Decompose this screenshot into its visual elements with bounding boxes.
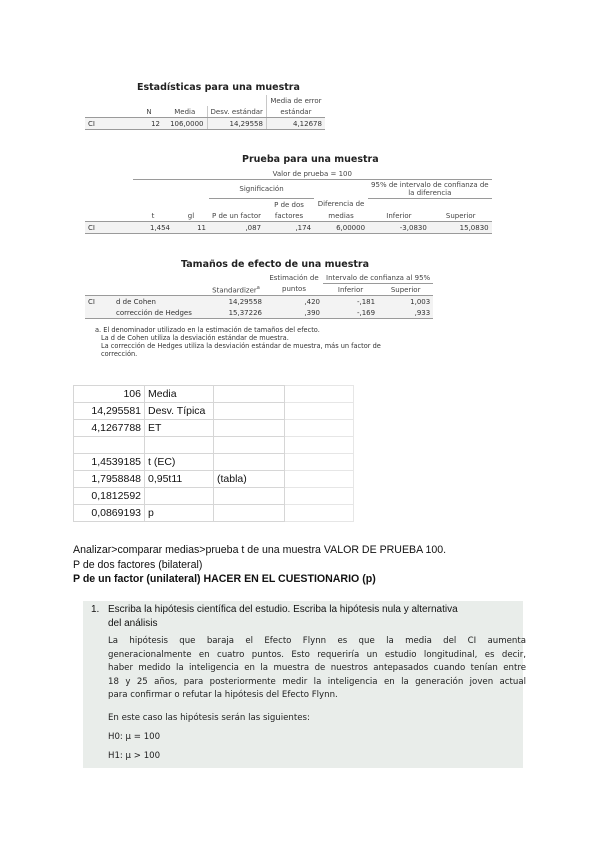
question-number: 1. bbox=[91, 604, 100, 615]
effect-table: Estimación de Intervalo de confianza al 95% Standardizer$^a$ puntos Inferior Superior CI d de Cohen 14,29558 ,420 -,181 1,003 corrección de Hedges 15,37226 ,390 -,169 ,933 bbox=[85, 272, 433, 319]
effect-notes: a. El denominador utilizado en la estimación de tamaños del efecto. La d de Cohen utiliza la desviación estándar de muestra. La corrección de Hedges utiliza la desviación estándar de muestra, más un factor de corrección. bbox=[95, 326, 381, 358]
instruction-line-2: P de dos factores (bilateral) bbox=[73, 559, 203, 571]
effect-title: Tamaños de efecto de una muestra bbox=[181, 259, 369, 270]
table-row: CI 12 106,0000 14,29558 4,12678 bbox=[85, 118, 325, 130]
ttest-title: Prueba para una muestra bbox=[242, 154, 379, 165]
table-row: CI 1,454 11 ,087 ,174 6,00000 -3,0830 15,0830 bbox=[85, 222, 492, 234]
table-row: 1,4539185 t (EC) bbox=[74, 454, 354, 471]
header-n: N bbox=[135, 106, 163, 118]
table-row: CI d de Cohen 14,29558 ,420 -,181 1,003 bbox=[85, 296, 433, 308]
header-lower: Inferior bbox=[368, 210, 430, 222]
effect-ci-label: Intervalo de confianza al 95% bbox=[323, 272, 433, 284]
header-standardizer: Standardizer$^a$ bbox=[207, 284, 265, 296]
hypotheses-intro: En este caso las hipótesis serán las siguientes: bbox=[108, 713, 310, 723]
header-upper: Superior bbox=[430, 210, 492, 222]
table-row: 14,295581 Desv. Típica bbox=[74, 403, 354, 420]
header-desv: Desv. estándar bbox=[207, 106, 266, 118]
table-row: corrección de Hedges 15,37226 ,390 -,169 ,933 bbox=[85, 307, 433, 319]
answer-text: La hipótesis que baraja el Efecto Flynn es que la media del CI aumenta generacionalmente en cuatro puntos. Esto requeriría un estudio longitudinal, es decir, haber medido la inteligencia en la muestra de nuestros antepasados cuando tenían entre 18 y 25 años, para posteriormente medir la inteligencia en la generación joven actual para confirmar o refutar la hipótesis del Efecto Flynn. bbox=[108, 636, 526, 700]
header-t: t bbox=[133, 210, 173, 222]
instruction-line-1: Analizar>comparar medias>prueba t de una muestra VALOR DE PRUEBA 100. bbox=[73, 544, 447, 556]
header-media-error: Media de error bbox=[266, 95, 325, 106]
table-row: 4,1267788 ET bbox=[74, 420, 354, 437]
table-row bbox=[74, 437, 354, 454]
header-media: Media bbox=[163, 106, 207, 118]
instruction-line-3: P de un factor (unilateral) HACER EN EL CUESTIONARIO (p) bbox=[73, 573, 376, 585]
header-one-sided: P de un factor bbox=[209, 210, 264, 222]
table-row: 0,1812592 bbox=[74, 488, 354, 505]
header-media-error-2: estándar bbox=[266, 106, 325, 118]
ci-label: 95% de intervalo de confianza de la diferencia bbox=[368, 180, 492, 199]
alternative-hypothesis: H1: μ > 100 bbox=[108, 751, 161, 761]
header-gl: gl bbox=[173, 210, 209, 222]
ttest-table: Valor de prueba = 100 Significación 95% de intervalo de confianza de la diferencia P de dos Diferencia de t gl P de un factor factores medias Inferior Superior CI 1,454 11 ,087 ,174 6,00000 -3,0830 15,0830 bbox=[85, 168, 492, 234]
table-row: 1,7958848 0,95t11 (tabla) bbox=[74, 471, 354, 488]
significance-label: Significación bbox=[209, 180, 314, 199]
header-two-sided: factores bbox=[264, 210, 314, 222]
question-text: Escriba la hipótesis científica del estudio. Escriba la hipótesis nula y alternativa del análisis bbox=[108, 604, 458, 629]
table-row: 106 Media bbox=[74, 386, 354, 403]
header-diff: medias bbox=[314, 210, 368, 222]
desc-stats-title: Estadísticas para una muestra bbox=[137, 82, 300, 93]
null-hypothesis: H0: μ = 100 bbox=[108, 732, 161, 742]
calc-table bbox=[73, 385, 354, 522]
table-row: 0,0869193 p bbox=[74, 505, 354, 522]
test-value-label: Valor de prueba = 100 bbox=[133, 168, 492, 180]
desc-stats-table bbox=[85, 95, 325, 130]
